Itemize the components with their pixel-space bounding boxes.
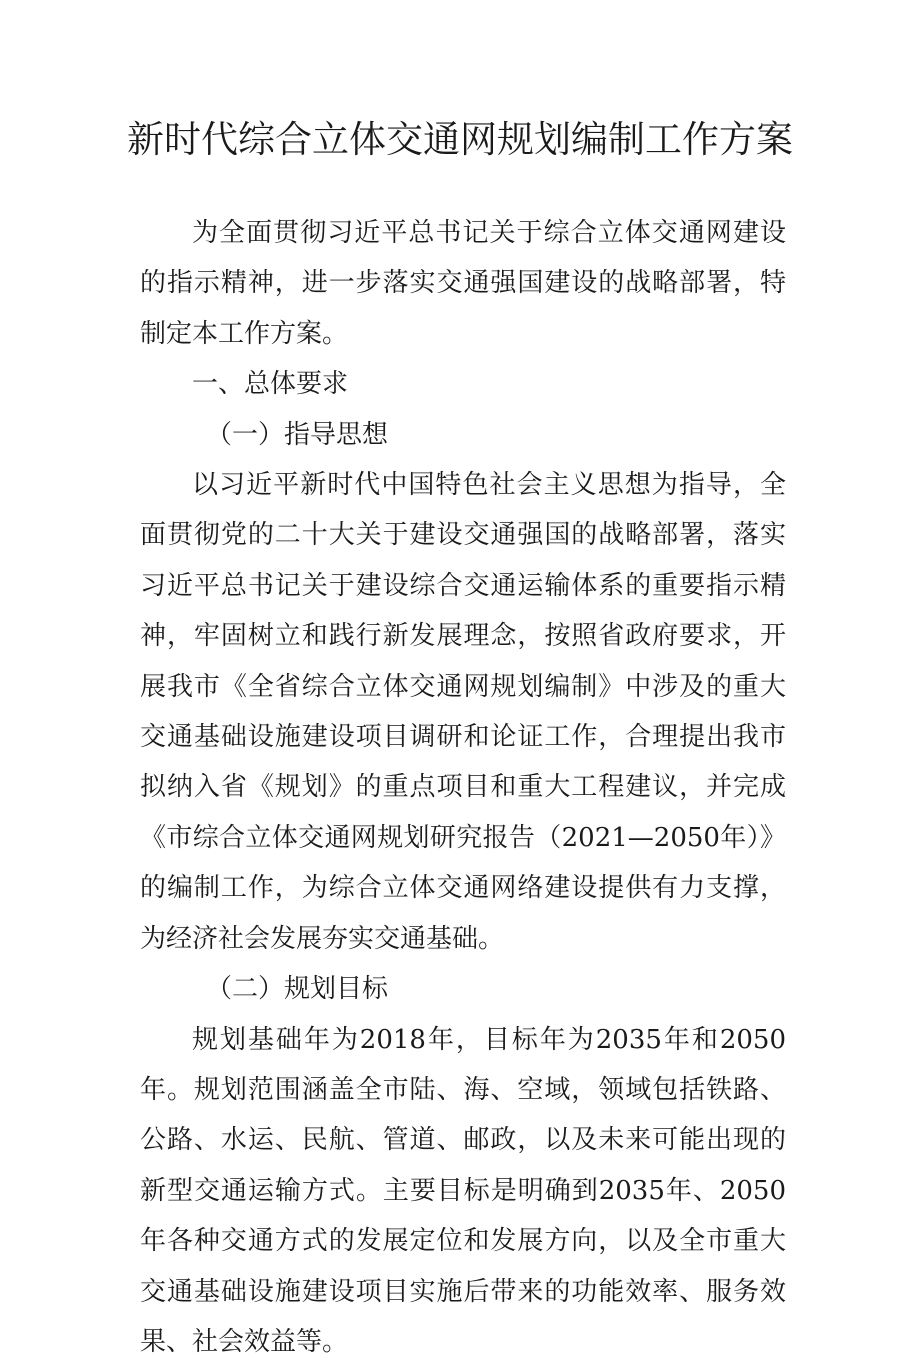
document-body (140, 208, 786, 1367)
subsection-heading-planning-goals: （二）规划目标 (140, 964, 786, 1014)
document-title: 新时代综合立体交通网规划编制工作方案 (0, 112, 920, 168)
subsection-heading-guiding-ideology: （一）指导思想 (140, 410, 786, 460)
section-heading-general-requirements: 一、总体要求 (140, 359, 786, 409)
intro-paragraph: 为全面贯彻习近平总书记关于综合立体交通网建设的指示精神，进一步落实交通强国建设的战略部署，特制定本工作方案。 (140, 208, 786, 359)
guiding-ideology-paragraph: 以习近平新时代中国特色社会主义思想为指导，全面贯彻党的二十大关于建设交通强国的战略部署，落实习近平总书记关于建设综合交通运输体系的重要指示精神，牢固树立和践行新发展理念，按照省政府要求，开展我市《全省综合立体交通网规划编制》中涉及的重大交通基础设施建设项目调研和论证工作，合理提出我市拟纳入省《规划》的重点项目和重大工程建议，并完成《市综合立体交通网规划研究报告（2021—2050年）》的编制工作，为综合立体交通网络建设提供有力支撑，为经济社会发展夯实交通基础。 (140, 460, 786, 964)
planning-goals-paragraph: 规划基础年为2018年，目标年为2035年和2050年。规划范围涵盖全市陆、海、空域，领域包括铁路、公路、水运、民航、管道、邮政，以及未来可能出现的新型交通运输方式。主要目标是明确到2035年、2050年各种交通方式的发展定位和发展方向，以及全市重大交通基础设施建设项目实施后带来的功能效率、服务效果、社会效益等。 (140, 1015, 786, 1367)
